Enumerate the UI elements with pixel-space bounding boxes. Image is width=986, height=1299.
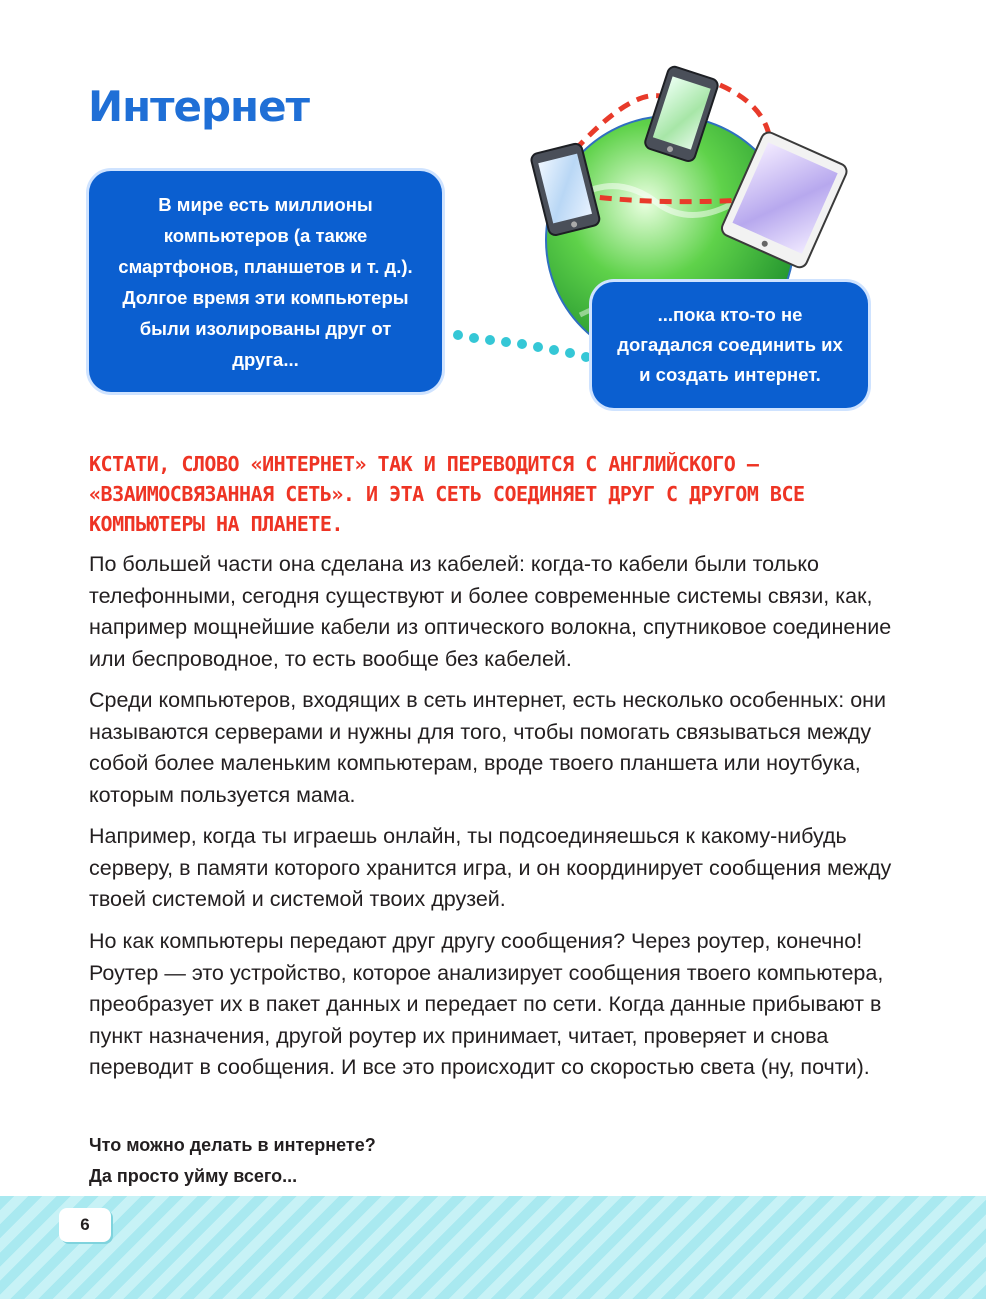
bubble-left-text: В мире есть миллионы компьютеров (а также смартфонов, планшетов и т. д.). Долгое время эти компьютеры были изолированы друг от друга... bbox=[118, 193, 413, 370]
speech-bubble-right bbox=[592, 282, 868, 408]
paragraph: Среди компьютеров, входящих в сеть интернет, есть несколько особенных: они называются серверами и нужны для того, чтобы помогать связываться между собой более маленьким компьютерам, вроде твоего планшета или ноутбука, которым пользуется мама. bbox=[89, 688, 887, 807]
paragraph: По большей части она сделана из кабелей: когда-то кабели были только телефонными, сегодня существуют и более современные системы связи, как, например мощнейшие кабели из оптического волокна, спутниковое соединение или беспроводное, то есть вообще без кабелей. bbox=[89, 552, 892, 671]
connection-dots bbox=[453, 330, 591, 362]
page-title: Интернет bbox=[88, 82, 309, 131]
closing-answer: Да просто уйму всего... bbox=[89, 1166, 298, 1186]
speech-bubble-left bbox=[89, 171, 442, 392]
closing-text bbox=[89, 1130, 376, 1192]
paragraph: Например, когда ты играешь онлайн, ты подсоединяешься к какому-нибудь серверу, в памяти которого хранится игра, и он координирует сообщения между твоей системой и системой твоих друзей. bbox=[89, 824, 892, 911]
page-number: 6 bbox=[59, 1208, 111, 1242]
closing-question: Что можно делать в интернете? bbox=[89, 1135, 376, 1155]
footer-band bbox=[0, 1196, 986, 1299]
highlight-fact: КСТАТИ, СЛОВО «ИНТЕРНЕТ» ТАК И ПЕРЕВОДИТСЯ С АНГЛИЙСКОГО — «ВЗАИМОСВЯЗАННАЯ СЕТЬ». И ЭТА СЕТЬ СОЕДИНЯЕТ ДРУГ С ДРУГОМ ВСЕ КОМПЬЮТЕРЫ НА ПЛАНЕТЕ. bbox=[89, 452, 805, 536]
paragraph: Но как компьютеры передают друг другу сообщения? Через роутер, конечно! Роутер — это устройство, которое анализирует сообщения твоего компьютера, преобразует их в пакет данных и передает по сети. Когда данные прибывают в пункт назначения, другой роутер их принимает, читает, проверяет и снова переводит в сообщения. И все это происходит со скоростью света (ну, почти). bbox=[89, 929, 884, 1079]
bubble-right-text: ...пока кто-то не догадался соединить их и создать интернет. bbox=[617, 304, 843, 385]
